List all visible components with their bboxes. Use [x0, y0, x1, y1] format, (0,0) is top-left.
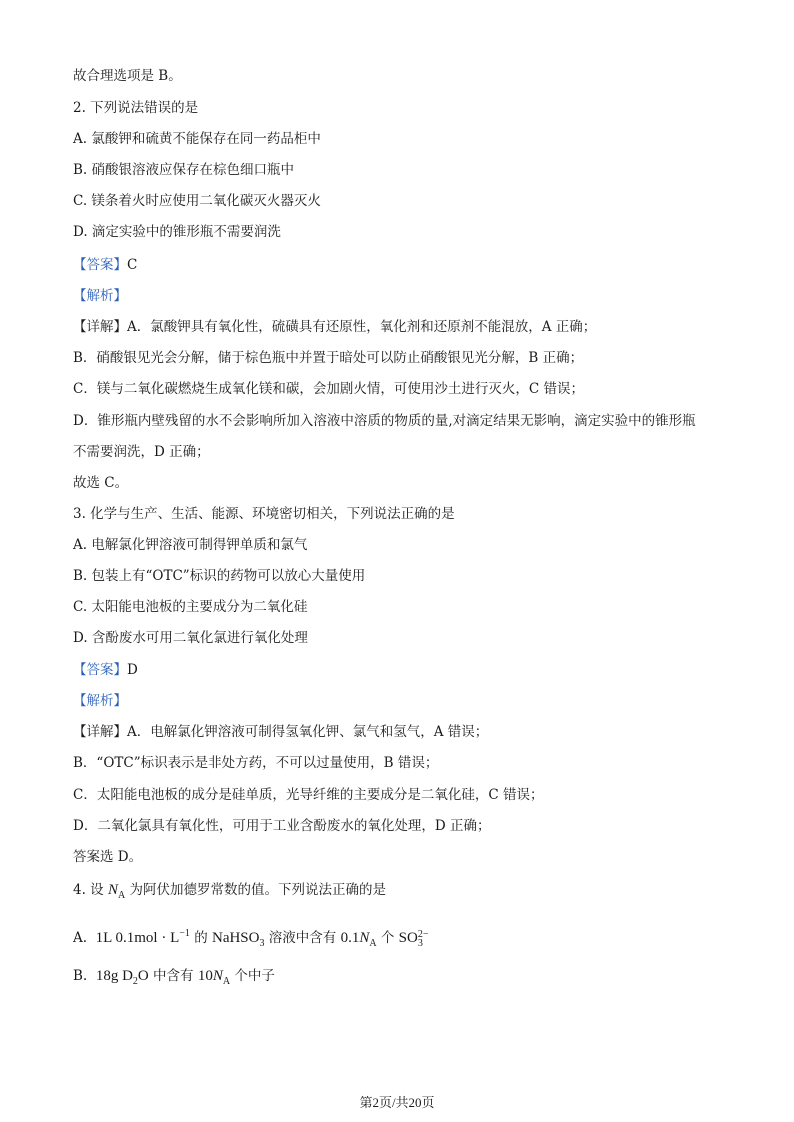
q3-answer: [73, 660, 734, 680]
q4-option-b: [73, 966, 734, 992]
count-value: 10: [197, 968, 213, 984]
count-value: 0.1: [340, 930, 360, 946]
concentration-sup: −1: [179, 928, 190, 939]
concentration-value: 1L 0.1mol · L: [95, 930, 180, 946]
q3-conclusion: 答案选 D。: [73, 849, 143, 865]
option-b-text-1: 中含有: [153, 968, 194, 984]
option-a-text-2: 溶液中含有: [268, 930, 337, 946]
mass-value: 18g D: [95, 968, 133, 984]
q2-detail-2: B．硝酸银见光会分解，储于棕色瓶中并置于暗处可以防止硝酸银见光分解，B 正确；: [73, 350, 584, 366]
q2-detail-text-1: A．氯酸钾具有氧化性，硫磺具有还原性，氧化剂和还原剂不能混放，A 正确；: [127, 319, 597, 335]
q2-option-d: D. 滴定实验中的锥形瓶不需要润洗: [73, 224, 281, 240]
q3-option-c: C. 太阳能电池板的主要成分为二氧化硅: [73, 599, 308, 615]
q2-detail-1: [73, 317, 734, 337]
q2-option-a: A. 氯酸钾和硫黄不能保存在同一药品柜中: [73, 131, 321, 147]
detail-tag: 【详解】: [73, 319, 127, 335]
page-footer: 第2页/共20页: [359, 1095, 435, 1110]
q3-detail-4: D．二氧化氯具有氧化性，可用于工业含酚废水的氧化处理，D 正确；: [73, 818, 491, 834]
q4-stem-suffix: 为阿伏加德罗常数的值。下列说法正确的是: [129, 882, 387, 898]
option-label: B.: [73, 968, 88, 984]
q2-analysis-tag: 【解析】: [73, 288, 127, 304]
q4-option-a: [73, 924, 734, 954]
option-b-text-2: 个中子: [234, 968, 275, 984]
q2-detail-4: D．锥形瓶内壁残留的水不会影响所加入溶液中溶质的物质的量,对滴定结果无影响，滴定实验中的锥形瓶: [73, 413, 696, 429]
detail-tag: 【详解】: [73, 724, 127, 740]
mass-tail: O: [137, 968, 149, 984]
option-label: A.: [73, 930, 88, 946]
q2-option-b: B. 硝酸银溶液应保存在棕色细口瓶中: [73, 162, 295, 178]
q1-conclusion: 故合理选项是 B。: [73, 68, 182, 84]
ion-charge: 2−: [417, 928, 429, 940]
solute-name: NaHSO: [211, 930, 260, 946]
q3-stem: 3. 化学与生产、生活、能源、环境密切相关，下列说法正确的是: [73, 506, 455, 522]
q2-conclusion: 故选 C。: [73, 475, 129, 491]
q3-detail-1: [73, 722, 734, 742]
option-a-text-1: 的: [194, 930, 208, 946]
count-symbol: N: [212, 968, 223, 984]
solute-formula: [211, 930, 265, 949]
ion-name: SO: [398, 930, 418, 946]
q3-detail-text-1: A．电解氯化钾溶液可制得氢氧化钾、氯气和氢气，A 错误；: [127, 724, 489, 740]
answer-tag: 【答案】: [73, 257, 127, 273]
q3-detail-2: B．“OTC”标识表示是非处方药，不可以过量使用，B 错误；: [73, 755, 439, 771]
symbol-sub: A: [117, 890, 126, 901]
count-expression: [340, 930, 377, 949]
mass-expression: [95, 968, 149, 987]
q2-stem: 2. 下列说法错误的是: [73, 100, 199, 116]
count-sub: A: [369, 938, 377, 949]
q3-option-d: D. 含酚废水可用二氧化氯进行氧化处理: [73, 630, 308, 646]
q3-detail-3: C．太阳能电池板的成分是硅单质，光导纤维的主要成分是二氧化硅，C 错误；: [73, 787, 544, 803]
option-a-text-3: 个: [380, 930, 395, 946]
solute-sub: 3: [259, 938, 265, 949]
answer-tag: 【答案】: [73, 662, 127, 678]
q3-analysis-tag: 【解析】: [73, 693, 127, 709]
q3-option-b: B. 包装上有“OTC”标识的药物可以放心大量使用: [73, 568, 366, 584]
count-symbol: N: [359, 930, 370, 946]
ion-formula: [398, 928, 429, 949]
count-sub: A: [222, 976, 231, 987]
symbol-n: N: [107, 882, 118, 898]
q2-detail-5: 不需要润洗，D 正确；: [73, 444, 210, 460]
ion-sub: 3: [417, 937, 423, 949]
q3-answer-value: D: [127, 662, 138, 678]
q3-option-a: A. 电解氯化钾溶液可制得钾单质和氯气: [73, 537, 308, 553]
count-expression: [197, 968, 231, 987]
concentration-expression: [96, 930, 190, 946]
mass-sub: 2: [132, 976, 138, 987]
q2-answer-value: C: [127, 257, 138, 273]
q2-answer: [73, 255, 734, 275]
q4-stem: [73, 880, 734, 906]
q2-detail-3: C．镁与二氧化碳燃烧生成氧化镁和碳，会加剧火情，可使用沙土进行灭火，C 错误；: [73, 381, 584, 397]
q2-option-c: C. 镁条着火时应使用二氧化碳灭火器灭火: [73, 193, 321, 209]
q4-stem-prefix: 4. 设: [73, 882, 104, 898]
avogadro-symbol: [107, 882, 126, 901]
